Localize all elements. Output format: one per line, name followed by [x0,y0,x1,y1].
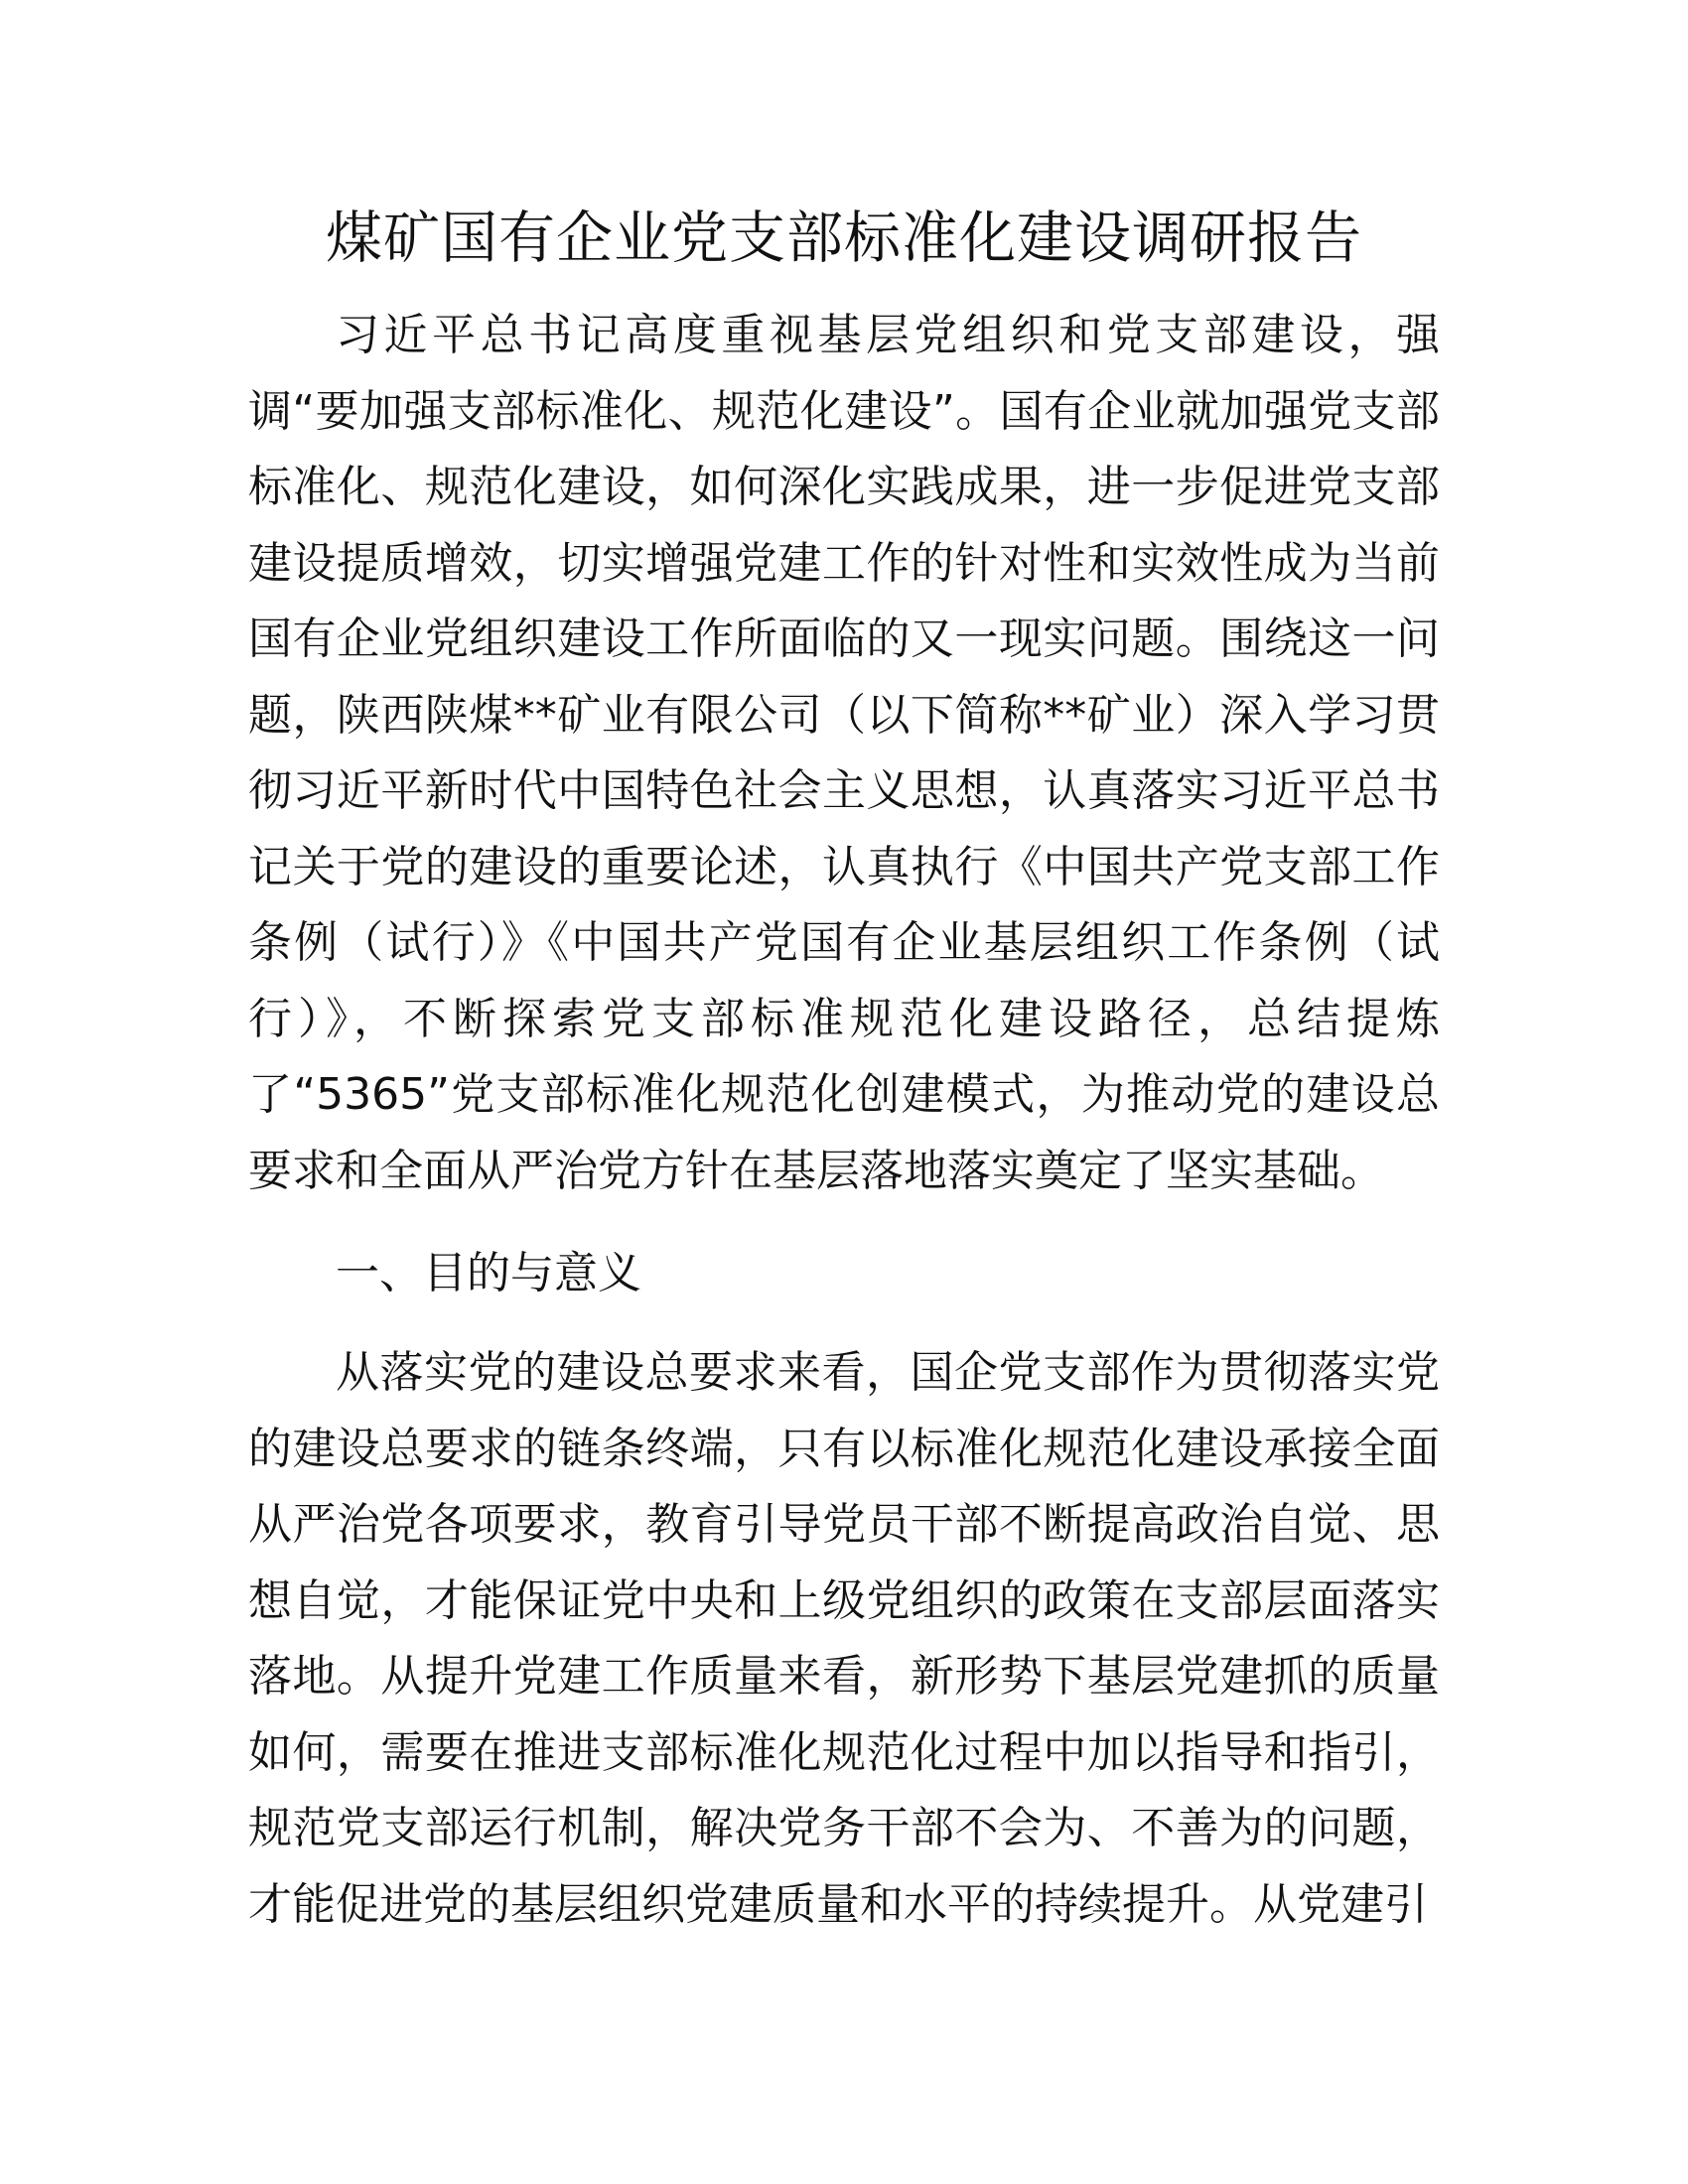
document-title: 煤矿国有企业党支部标准化建设调研报告 [326,205,1362,271]
body-paragraph-purpose: 从落实党的建设总要求来看，国企党支部作为贯彻落实党的建设总要求的链条终端，只有以标准化规范化建设承接全面从严治党各项要求，教育引导党员干部不断提高政治自觉、思想自觉，才能保证党中央和上级党组织的政策在支部层面落实落地。从提升党建工作质量来看，新形势下基层党建抓的质量如何，需要在推进支部标准化规范化过程中加以指导和指引，规范党支部运行机制，解决党务干部不会为、不善为的问题，才能促进党的基层组织党建质量和水平的持续提升。从党建引 [248,1347,1440,1930]
body-paragraph-intro: 习近平总书记高度重视基层党组织和党支部建设，强调“要加强支部标准化、规范化建设”。国有企业就加强党支部标准化、规范化建设，如何深化实践成果，进一步促进党支部建设提质增效，切实增强党建工作的针对性和实效性成为当前国有企业党组织建设工作所面临的又一现实问题。围绕这一问题，陕西陕煤**矿业有限公司（以下简称**矿业）深入学习贯彻习近平新时代中国特色社会主义思想，认真落实习近平总书记关于党的建设的重要论述，认真执行《中国共产党支部工作条例（试行）》《中国共产党国有企业基层组织工作条例（试行）》，不断探索党支部标准规范化建设路径，总结提炼了“5365”党支部标准化规范化创建模式，为推动党的建设总要求和全面从严治党方针在基层落地落实奠定了坚实基础。 [248,310,1440,1196]
section-heading: 一、目的与意义 [336,1248,641,1298]
